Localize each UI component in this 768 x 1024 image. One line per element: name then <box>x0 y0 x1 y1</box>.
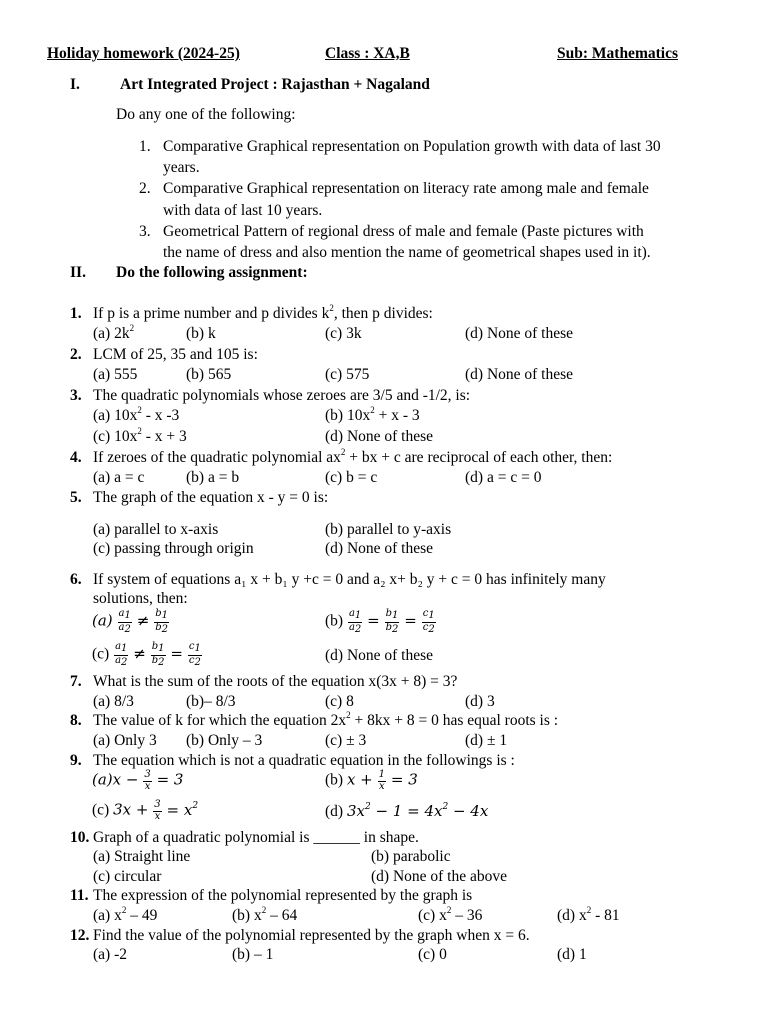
section-2-numeral: II. <box>70 264 86 281</box>
question-number: 11. <box>70 887 89 904</box>
option-c: (c) passing through origin <box>93 540 254 557</box>
option-b: (b) a = b <box>186 469 240 486</box>
option-a: (a) -2 <box>93 946 127 963</box>
question-text: Find the value of the polynomial represented by the graph when x = 6. <box>93 927 530 944</box>
option-b: (b) $\frac{a1}{a2}$ = $\frac{b1}{b2}$ = $\frac{c1}{c2}$ <box>325 608 435 635</box>
option-d: (d) None of these <box>325 540 434 557</box>
option-d: (d) None of these <box>465 325 574 342</box>
project-item-number: 3. <box>139 223 151 240</box>
option-c: (c) ± 3 <box>325 732 367 749</box>
option-a: (a) Only 3 <box>93 732 157 749</box>
option-b: (b) – 1 <box>232 946 274 963</box>
option-b: (b) parabolic <box>371 848 451 865</box>
option-d: (d) None of the above <box>371 868 508 885</box>
question-number: 6. <box>70 571 82 588</box>
option-a: (a) $x^2 - 49$ <box>93 905 158 924</box>
option-a: (a) $\frac{a1}{a2}$ ≠ $\frac{b1}{b2}$ <box>92 608 168 635</box>
question-number: 5. <box>70 489 82 506</box>
subject-label: Sub: Mathematics <box>557 45 678 62</box>
question-number: 8. <box>70 712 82 729</box>
homework-title: Holiday homework (2024-25) <box>47 45 240 62</box>
option-a: (a) $10x^2$ - x -3 <box>93 405 180 424</box>
option-b: (b) 565 <box>186 366 232 383</box>
question-text: If system of equations a₁ x + b₁ y +c = 0 and a₂ x+ b₂ y + c = 0 has infinitely many <box>93 571 606 588</box>
project-item-number: 2. <box>139 180 151 197</box>
class-label: Class : XA,B <box>325 45 410 62</box>
question-text: LCM of 25, 35 and 105 is: <box>93 346 258 363</box>
question-number: 9. <box>70 752 82 769</box>
option-d: (d) $3x^2 - 1 = 4x^2 - 4x$ <box>325 802 489 820</box>
question-number: 1. <box>70 305 82 322</box>
option-d: (d) None of these <box>325 647 434 664</box>
option-b: (b) $x^2 - 64$ <box>232 905 298 924</box>
option-c: (c) 3x + $\frac{3}{x}$ = $x^2$ <box>92 799 199 822</box>
option-c: (c) circular <box>93 868 162 885</box>
option-d: (d) ± 1 <box>465 732 508 749</box>
question-text: The expression of the polynomial represented by the graph is <box>93 887 473 904</box>
question-text: The quadratic polynomials whose zeroes are 3/5 and -1/2, is: <box>93 387 471 404</box>
project-item-text: Comparative Graphical representation on Population growth with data of last 30 <box>163 138 661 155</box>
question-text: If p is a prime number and p divides $k^2$, then p divides: <box>93 303 433 322</box>
question-text: If zeroes of the quadratic polynomial $ax^2$ + bx + c are reciprocal of each other, then: <box>93 447 613 466</box>
option-a: (a) a = c <box>93 469 145 486</box>
option-c: (c) $10x^2 - x + 3$ <box>93 426 187 445</box>
option-c: (c) 3k <box>325 325 362 342</box>
section-2-heading: Do the following assignment: <box>116 264 308 281</box>
option-b: (b)– 8/3 <box>186 693 236 710</box>
option-c: (c) $\frac{a1}{a2}$ ≠ $\frac{b1}{b2}$ = $\frac{c1}{c2}$ <box>92 641 201 668</box>
section-1-intro: Do any one of the following: <box>116 106 296 123</box>
option-b: (b) x + $\frac{1}{x}$ = 3 <box>325 769 418 792</box>
project-item-text: years. <box>163 159 200 176</box>
project-item-text: with data of last 10 years. <box>163 202 323 219</box>
question-text: The equation which is not a quadratic equation in the followings is : <box>93 752 515 769</box>
option-c: (c) 575 <box>325 366 370 383</box>
question-number: 10. <box>70 829 90 846</box>
question-text: The graph of the equation x - y = 0 is: <box>93 489 329 506</box>
option-a: (a) 555 <box>93 366 138 383</box>
option-d: (d) None of these <box>465 366 574 383</box>
option-b: (b) Only – 3 <box>186 732 263 749</box>
option-a: (a)x − $\frac{3}{x}$ = 3 <box>92 769 184 792</box>
option-d: (d) 3 <box>465 693 495 710</box>
question-number: 7. <box>70 673 82 690</box>
option-b: (b) parallel to y-axis <box>325 521 452 538</box>
question-text: The value of k for which the equation $2x^2 + 8kx + 8 = 0$ has equal roots is : <box>93 710 559 729</box>
project-item-text: Geometrical Pattern of regional dress of male and female (Paste pictures with <box>163 223 644 240</box>
question-number: 4. <box>70 449 82 466</box>
question-number: 12. <box>70 927 90 944</box>
option-a: (a) parallel to x-axis <box>93 521 219 538</box>
question-text: Graph of a quadratic polynomial is ______ in shape. <box>93 829 419 846</box>
option-d: (d) 1 <box>557 946 587 963</box>
question-number: 3. <box>70 387 82 404</box>
option-d: (d) $x^2 - 81$ <box>557 905 620 924</box>
question-number: 2. <box>70 346 82 363</box>
option-b: (b) k <box>186 325 216 342</box>
option-c: (c) b = c <box>325 469 378 486</box>
project-item-text: Comparative Graphical representation on literacy rate among male and female <box>163 180 649 197</box>
option-b: (b) $10x^2 + x - 3$ <box>325 405 420 424</box>
section-1-numeral: I. <box>70 76 80 93</box>
question-text: What is the sum of the roots of the equation x(3x + 8) = 3? <box>93 673 458 690</box>
project-item-number: 1. <box>139 138 151 155</box>
option-a: (a) $2k^2$ <box>93 323 135 342</box>
option-c: (c) 0 <box>418 946 447 963</box>
option-a: (a) 8/3 <box>93 693 134 710</box>
section-1-heading: Art Integrated Project : Rajasthan + Nagaland <box>120 76 430 93</box>
question-text: solutions, then: <box>93 590 188 607</box>
option-d: (d) None of these <box>325 428 434 445</box>
option-c: (c) 8 <box>325 693 354 710</box>
project-item-text: the name of dress and also mention the name of geometrical shapes used in it). <box>163 244 651 261</box>
option-a: (a) Straight line <box>93 848 191 865</box>
option-d: (d) a = c = 0 <box>465 469 542 486</box>
option-c: (c) $x^2 - 36$ <box>418 905 483 924</box>
